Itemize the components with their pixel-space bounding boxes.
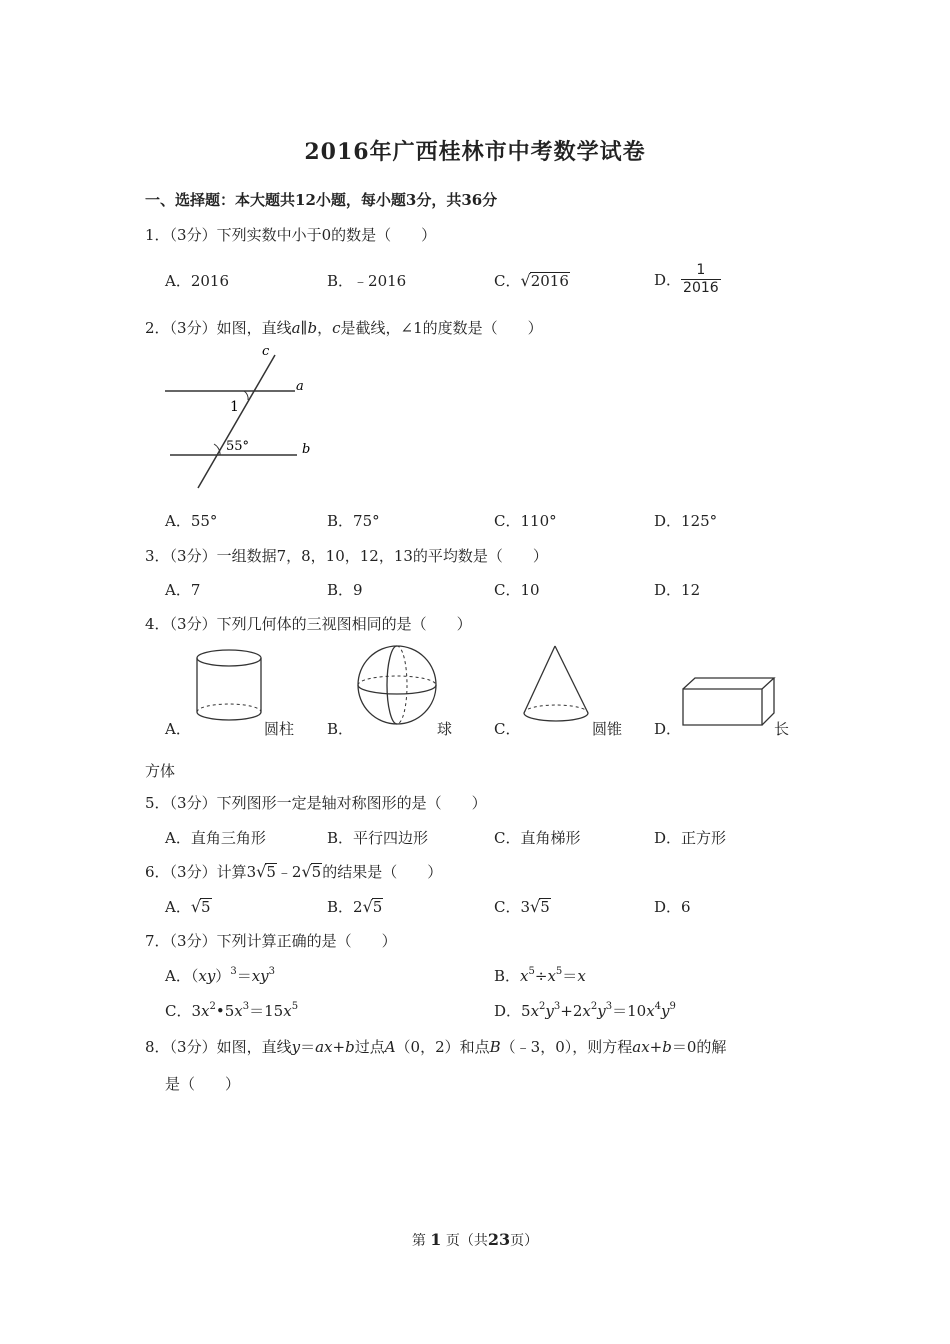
q5-option-a: A．直角三角形 (165, 829, 266, 847)
page-footer: 第 1 页（共23页） (411, 1230, 539, 1249)
q2-option-d: D．125° (654, 512, 718, 530)
q7-option-a: A．$(xy)^3=xy^3$ (165, 966, 276, 985)
q1-option-a: A．2016 (165, 272, 230, 290)
parallel-lines-figure (160, 340, 330, 500)
question-3-stem: 3．（3分）一组数据7，8，10，12，13的平均数是（ ） (145, 547, 548, 565)
label-55: 55° (226, 439, 250, 454)
label-c: c (262, 344, 270, 359)
q4-option-a-label: A． (165, 720, 191, 738)
q1-option-b: B．﹣2016 (327, 272, 407, 290)
q1-option-d: D． $\frac{1}{2016}$ (654, 262, 719, 296)
question-5-stem: 5．（3分）下列图形一定是轴对称图形的是（ ） (145, 794, 487, 812)
q1-option-c: C．√2016 (494, 271, 569, 290)
q6-option-d: D．6 (654, 898, 691, 916)
q5-option-b: B．平行四边形 (327, 829, 429, 847)
q3-option-d: D．12 (654, 581, 701, 599)
cuboid-figure (680, 675, 778, 730)
section-heading: 一、选择题：本大题共12小题，每小题3分，共36分 (145, 191, 498, 209)
fraction: $\frac{1}{2016}$ (683, 262, 719, 296)
q3-option-c: C．10 (494, 581, 540, 599)
q3-option-b: B．9 (327, 581, 363, 599)
q4-option-a: 圆柱 (264, 720, 295, 738)
question-8-stem-cont: 是（ ） (165, 1075, 241, 1093)
label-b: b (302, 442, 311, 457)
cone-figure (518, 643, 594, 729)
q6-option-a: A．√5 (165, 897, 211, 916)
q5-option-c: C．直角梯形 (494, 829, 581, 847)
q4-option-b: 球 (437, 720, 453, 738)
q4-option-b-label: B． (327, 720, 354, 738)
question-6-stem: 6．（3分）计算3√5﹣2√5的结果是（ ） (145, 862, 443, 881)
q7-option-d: D．$5x^2y^3+2x^2y^3=10x^4y^9$ (494, 1001, 676, 1020)
q4-option-d-cont: 方体 (145, 762, 176, 780)
q2-option-c: C．110° (494, 512, 557, 530)
question-8-stem: 8．（3分）如图，直线y＝ax+b过点A（0，2）和点B（﹣3，0），则方程ax+b＝0的解 (145, 1038, 727, 1056)
question-4-stem: 4．（3分）下列几何体的三视图相同的是（ ） (145, 615, 472, 633)
q4-option-c: 圆锥 (592, 720, 623, 738)
question-7-stem: 7．（3分）下列计算正确的是（ ） (145, 932, 397, 950)
q7-option-b: B．$x^5\div x^5=x$ (494, 966, 586, 985)
q3-option-a: A．7 (165, 581, 201, 599)
q2-option-a: A．55° (165, 512, 218, 530)
q4-option-c-label: C． (494, 720, 521, 738)
q7-option-c: C．$3x^2•5x^3=15x^5$ (165, 1001, 299, 1020)
q6-option-c: C．3√5 (494, 897, 550, 916)
q4-option-d-label: D． (654, 720, 682, 738)
page-title: 2016年广西桂林市中考数学试卷 (304, 139, 646, 165)
q4-option-d: 长 (774, 720, 790, 738)
q5-option-d: D．正方形 (654, 829, 727, 847)
label-angle-1: 1 (230, 399, 239, 415)
cylinder-figure (190, 640, 270, 730)
sphere-figure (355, 643, 441, 729)
label-a: a (296, 379, 304, 394)
question-2-stem: 2．（3分）如图，直线a∥b，c是截线，∠1的度数是（ ） (145, 319, 543, 337)
question-1-stem: 1．（3分）下列实数中小于0的数是（ ） (145, 226, 437, 244)
q2-option-b: B．75° (327, 512, 380, 530)
q6-option-b: B．2√5 (327, 897, 383, 916)
